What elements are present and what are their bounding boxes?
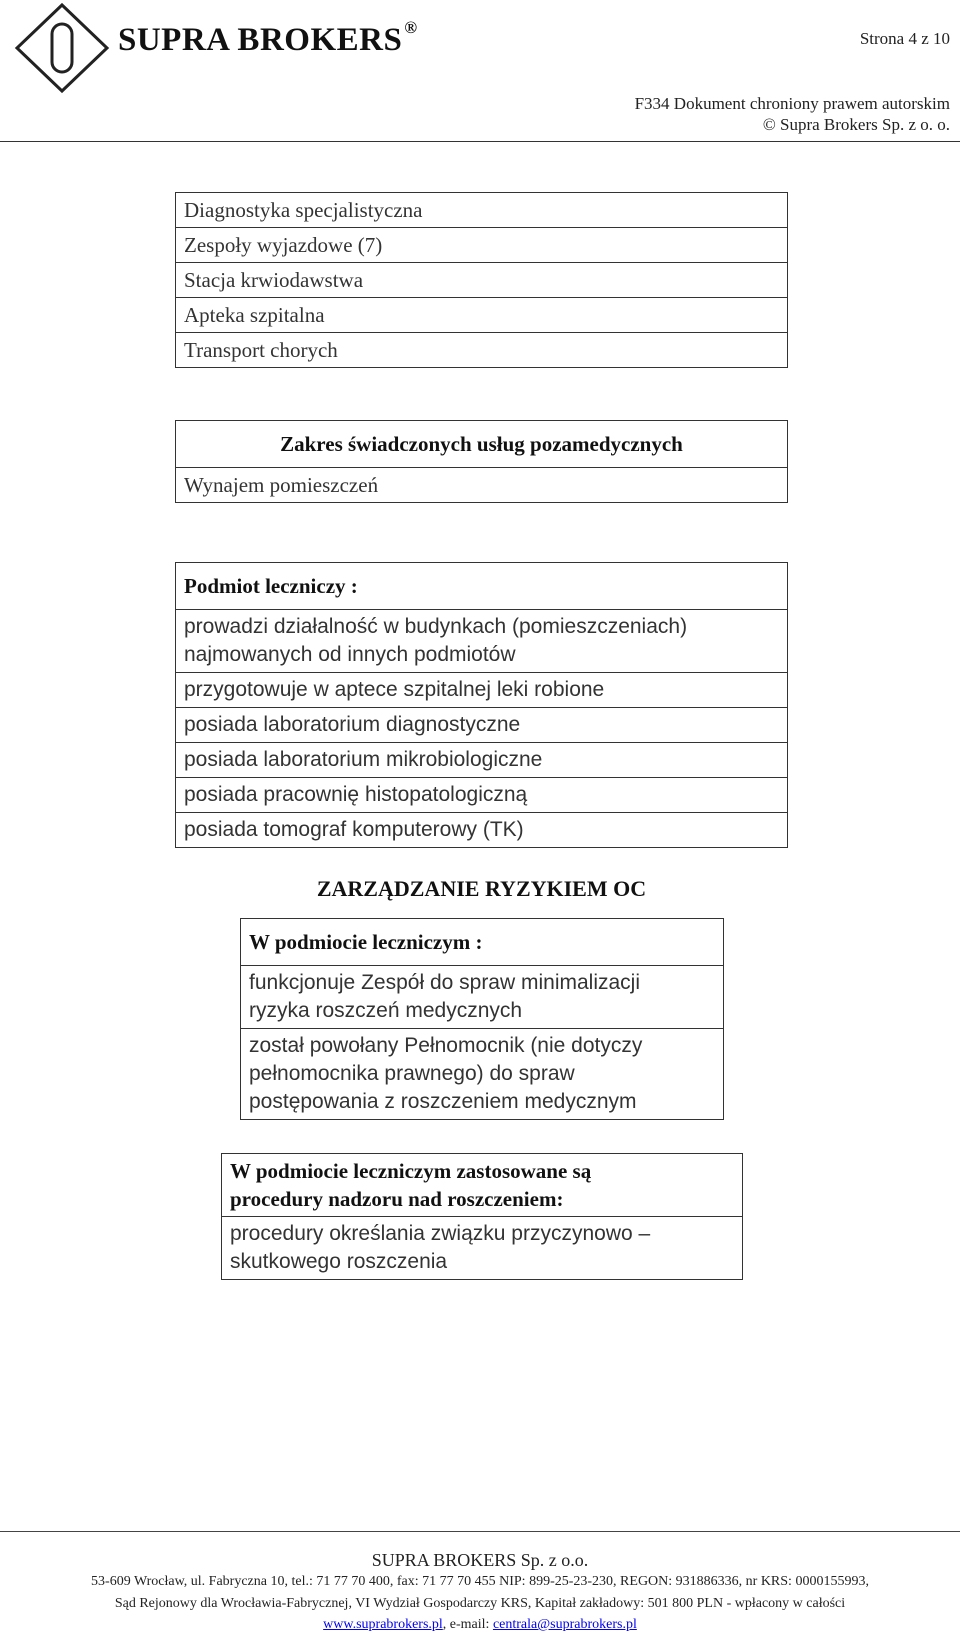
claims-procedures-table bbox=[221, 1153, 743, 1280]
page-number: Strona 4 z 10 bbox=[859, 29, 950, 48]
table-row: Stacja krwiodawstwa bbox=[176, 263, 787, 298]
table-row: Wynajem pomieszczeń bbox=[184, 473, 379, 497]
table-title: Zakres świadczonych usług pozamedycznych bbox=[176, 421, 787, 468]
row-line: pełnomocnika prawnego) do spraw bbox=[249, 1062, 575, 1085]
table-title: Podmiot leczniczy : bbox=[176, 563, 787, 610]
email-label: , e-mail: bbox=[442, 1617, 493, 1632]
medical-entity-table bbox=[175, 562, 788, 848]
table-row: przygotowuje w aptece szpitalnej leki robione bbox=[176, 673, 787, 708]
footer-company: SUPRA BROKERS Sp. z o.o. bbox=[371, 1550, 589, 1570]
table-row: posiada pracownię histopatologiczną bbox=[176, 778, 787, 813]
supra-brokers-logo-icon bbox=[14, 2, 110, 94]
title-line: procedury nadzoru nad roszczeniem: bbox=[230, 1187, 564, 1211]
non-medical-services-table bbox=[175, 420, 788, 503]
email-link[interactable]: centrala@suprabrokers.pl bbox=[492, 1617, 637, 1632]
services-table bbox=[175, 192, 788, 368]
copyright-owner: © Supra Brokers Sp. z o. o. bbox=[762, 115, 950, 134]
footer-contact bbox=[0, 1617, 960, 1633]
table-row: Diagnostyka specjalistyczna bbox=[176, 193, 787, 228]
row-line: procedury określania związku przyczynowo – bbox=[230, 1222, 651, 1245]
row-line: skutkowego roszczenia bbox=[230, 1250, 448, 1273]
table-row bbox=[241, 966, 723, 1029]
row-line: najmowanych od innych podmiotów bbox=[184, 643, 516, 666]
table-row bbox=[222, 1217, 742, 1279]
brand-name: SUPRA BROKERS ® bbox=[118, 18, 418, 58]
table-title: W podmiocie leczniczym : bbox=[241, 919, 723, 966]
table-row: posiada laboratorium mikrobiologiczne bbox=[176, 743, 787, 778]
copyright-notice: F334 Dokument chroniony prawem autorskim bbox=[634, 94, 950, 113]
table-row bbox=[241, 1029, 723, 1119]
row-line: ryzyka roszczeń medycznych bbox=[249, 999, 523, 1022]
table-row: Apteka szpitalna bbox=[176, 298, 787, 333]
table-row bbox=[176, 610, 787, 673]
row-line: został powołany Pełnomocnik (nie dotyczy bbox=[249, 1034, 643, 1057]
table-row: posiada tomograf komputerowy (TK) bbox=[184, 818, 524, 841]
footer-divider bbox=[0, 1531, 960, 1532]
title-line: W podmiocie leczniczym zastosowane są bbox=[230, 1159, 592, 1183]
registered-mark: ® bbox=[404, 18, 418, 37]
table-row: posiada laboratorium diagnostyczne bbox=[176, 708, 787, 743]
row-line: postępowania z roszczeniem medycznym bbox=[249, 1090, 637, 1113]
table-title bbox=[222, 1154, 742, 1217]
table-row: Transport chorych bbox=[184, 338, 338, 362]
table-row: Zespoły wyjazdowe (7) bbox=[176, 228, 787, 263]
website-link[interactable]: www.suprabrokers.pl bbox=[323, 1617, 443, 1632]
row-line: funkcjonuje Zespół do spraw minimalizacji bbox=[249, 971, 641, 994]
risk-management-table bbox=[240, 918, 724, 1120]
section-heading: ZARZĄDZANIE RYZYKIEM OC bbox=[316, 876, 647, 901]
footer-address: 53-609 Wrocław, ul. Fabryczna 10, tel.: 71 77 70 400, fax: 71 77 70 455 NIP: 899-25-23-230, REGON: 931886336, nr KRS: 0000155993, bbox=[91, 1574, 869, 1589]
row-line: prowadzi działalność w budynkach (pomieszczeniach) bbox=[184, 615, 688, 638]
footer-court: Sąd Rejonowy dla Wrocławia-Fabrycznej, VI Wydział Gospodarczy KRS, Kapitał zakładowy: 501 800 PLN - wpłacony w całości bbox=[114, 1596, 846, 1611]
header-divider bbox=[0, 141, 960, 142]
